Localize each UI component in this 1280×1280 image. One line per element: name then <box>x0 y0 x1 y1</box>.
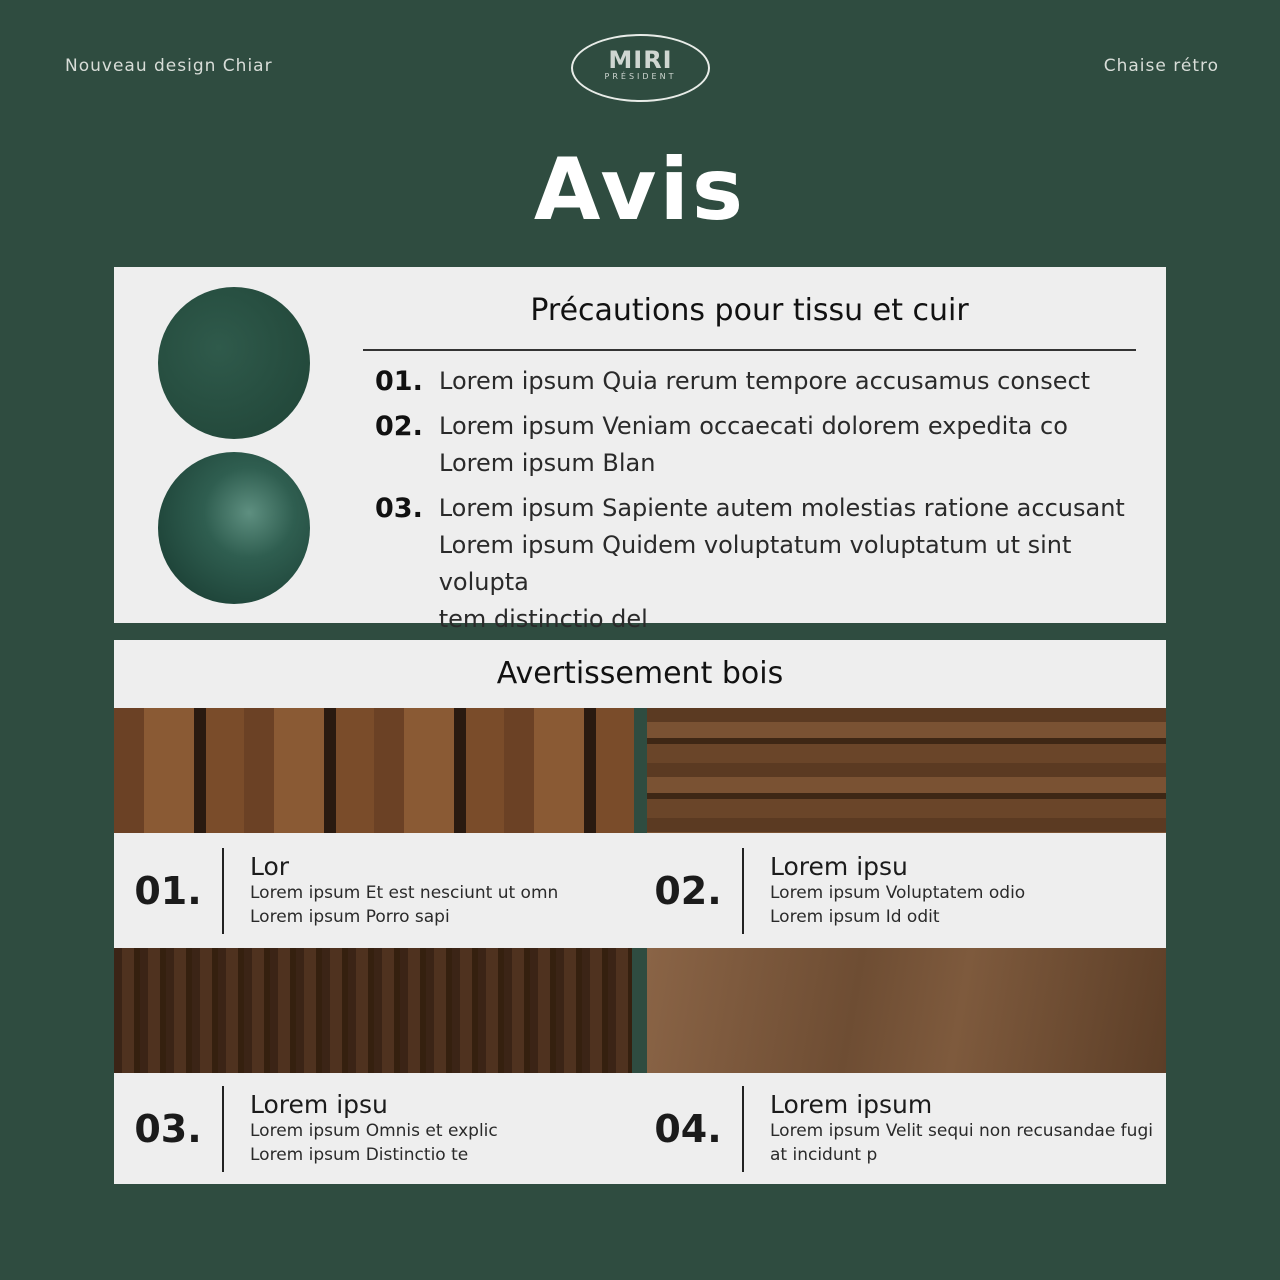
item-text: Lorem ipsum Velit sequi non recusandae fugi <box>770 1121 1153 1141</box>
fabric-list <box>363 363 1166 638</box>
wood-image-3 <box>114 948 632 1073</box>
logo-main: MIRI <box>608 46 673 74</box>
logo-sub: PRÉSIDENT <box>604 72 677 81</box>
item-text: Lorem ipsum Sapiente autem molestias ratione accusant <box>438 494 1125 522</box>
brand-logo <box>571 34 710 102</box>
silk-swatch-image <box>158 452 310 604</box>
item-number: 01. <box>375 366 423 397</box>
item-title: Lorem ipsum <box>770 1090 933 1119</box>
wood-heading: Avertissement bois <box>496 656 784 691</box>
list-item <box>363 363 1166 400</box>
fabric-swatch-image <box>158 287 310 439</box>
divider <box>363 349 1136 351</box>
wood-heading-bar <box>114 640 1166 708</box>
wood-item <box>114 1073 634 1184</box>
list-item <box>363 490 1166 638</box>
header-right-label: Chaise rétro <box>1103 56 1219 76</box>
wood-row-2 <box>114 1073 1166 1184</box>
header-left-label: Nouveau design Chiar <box>65 56 273 76</box>
item-text: tem distinctio del <box>438 605 648 633</box>
wood-image-2 <box>647 708 1166 833</box>
item-text: at incidunt p <box>770 1145 878 1165</box>
wood-item <box>634 833 1166 948</box>
list-item <box>363 408 1166 482</box>
wood-item <box>114 833 634 948</box>
item-text: Lorem ipsum Distinctio te <box>250 1145 469 1165</box>
fabric-heading: Précautions pour tissu et cuir <box>530 293 969 328</box>
item-text: Lorem ipsum Et est nesciunt ut omn <box>250 883 559 903</box>
wood-item <box>634 1073 1166 1184</box>
item-number: 01. <box>134 868 202 913</box>
item-text: Lorem ipsum Porro sapi <box>250 907 450 927</box>
item-title: Lorem ipsu <box>250 1090 388 1119</box>
item-title: Lor <box>250 852 290 881</box>
page-title: Avis <box>533 140 747 240</box>
item-number: 02. <box>375 411 423 442</box>
item-number: 02. <box>654 868 722 913</box>
item-text: Lorem ipsum Voluptatem odio <box>770 883 1026 903</box>
item-title: Lorem ipsu <box>770 852 908 881</box>
item-text: Lorem ipsum Id odit <box>770 907 940 927</box>
item-text: Lorem ipsum Blan <box>439 449 656 477</box>
wood-image-4 <box>647 948 1166 1073</box>
item-number: 03. <box>375 493 423 524</box>
item-text: Lorem ipsum Quidem voluptatum voluptatum ut sint volupta <box>438 531 1072 596</box>
item-number: 04. <box>654 1106 722 1151</box>
item-text: Lorem ipsum Quia rerum tempore accusamus consect <box>439 367 1091 395</box>
item-number: 03. <box>134 1106 202 1151</box>
fabric-care-card <box>114 267 1166 633</box>
wood-image-1 <box>114 708 634 833</box>
item-text: Lorem ipsum Veniam occaecati dolorem expedita co <box>439 412 1068 440</box>
item-text: Lorem ipsum Omnis et explic <box>250 1121 498 1141</box>
wood-row-1 <box>114 833 1166 948</box>
